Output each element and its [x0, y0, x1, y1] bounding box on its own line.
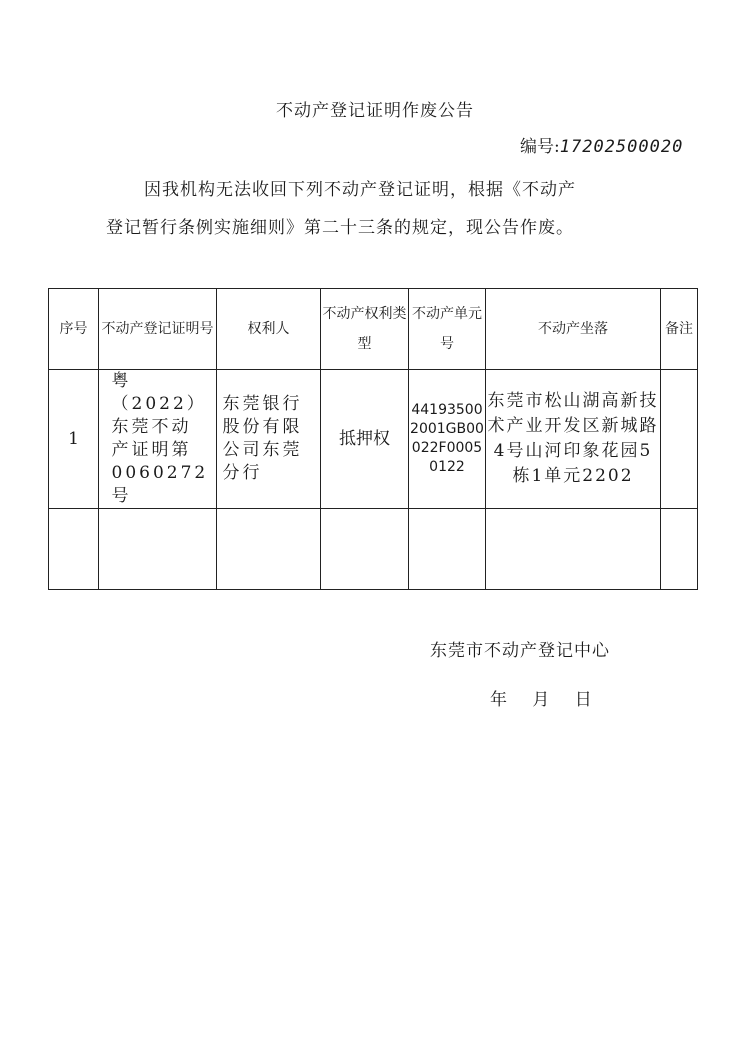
certificate-table [48, 288, 698, 590]
cell-right-type: 抵押权 [321, 370, 409, 509]
issue-date: 年 月 日 [490, 690, 593, 710]
cell-cert-no [99, 509, 217, 590]
holder-text: 东莞银行股份有限公司东莞分行 [222, 394, 303, 483]
table-row [49, 370, 698, 509]
table-row [49, 509, 698, 590]
header-right-type: 不动产权利类型 [321, 289, 409, 370]
document-title: 不动产登记证明作废公告 [276, 101, 474, 121]
header-remark: 备注 [661, 289, 698, 370]
cell-right-type [321, 509, 409, 590]
issuing-organization: 东莞市不动产登记中心 [430, 641, 610, 661]
notice-paragraph-line-2: 登记暂行条例实施细则》第二十三条的规定，现公告作废。 [106, 218, 574, 238]
cell-cert-no [99, 370, 217, 509]
cell-seq: 1 [49, 370, 99, 509]
cell-unit-no: 441935002001GB00022F00050122 [409, 370, 486, 509]
cell-remark [661, 509, 698, 590]
cell-remark [661, 370, 698, 509]
serial-value: 17202500020 [559, 137, 684, 157]
header-cert-no: 不动产登记证明号 [99, 289, 217, 370]
cert-no-text: 粤（2022）东莞不动产证明第0060272号 [111, 371, 209, 506]
cell-location: 东莞市松山湖高新技术产业开发区新城路4号山河印象花园5栋1单元2202 [486, 370, 661, 509]
cell-seq [49, 509, 99, 590]
serial-label: 编号: [520, 137, 560, 157]
header-unit-no: 不动产单元号 [409, 289, 486, 370]
notice-paragraph-line-1: 因我机构无法收回下列不动产登记证明，根据《不动产 [144, 180, 576, 200]
cell-holder [217, 509, 321, 590]
table-header-row [49, 289, 698, 370]
header-location: 不动产坐落 [486, 289, 661, 370]
cell-unit-no [409, 509, 486, 590]
header-seq: 序号 [49, 289, 99, 370]
header-holder: 权利人 [217, 289, 321, 370]
cell-holder [217, 370, 321, 509]
cell-location [486, 509, 661, 590]
serial-number [520, 132, 683, 157]
